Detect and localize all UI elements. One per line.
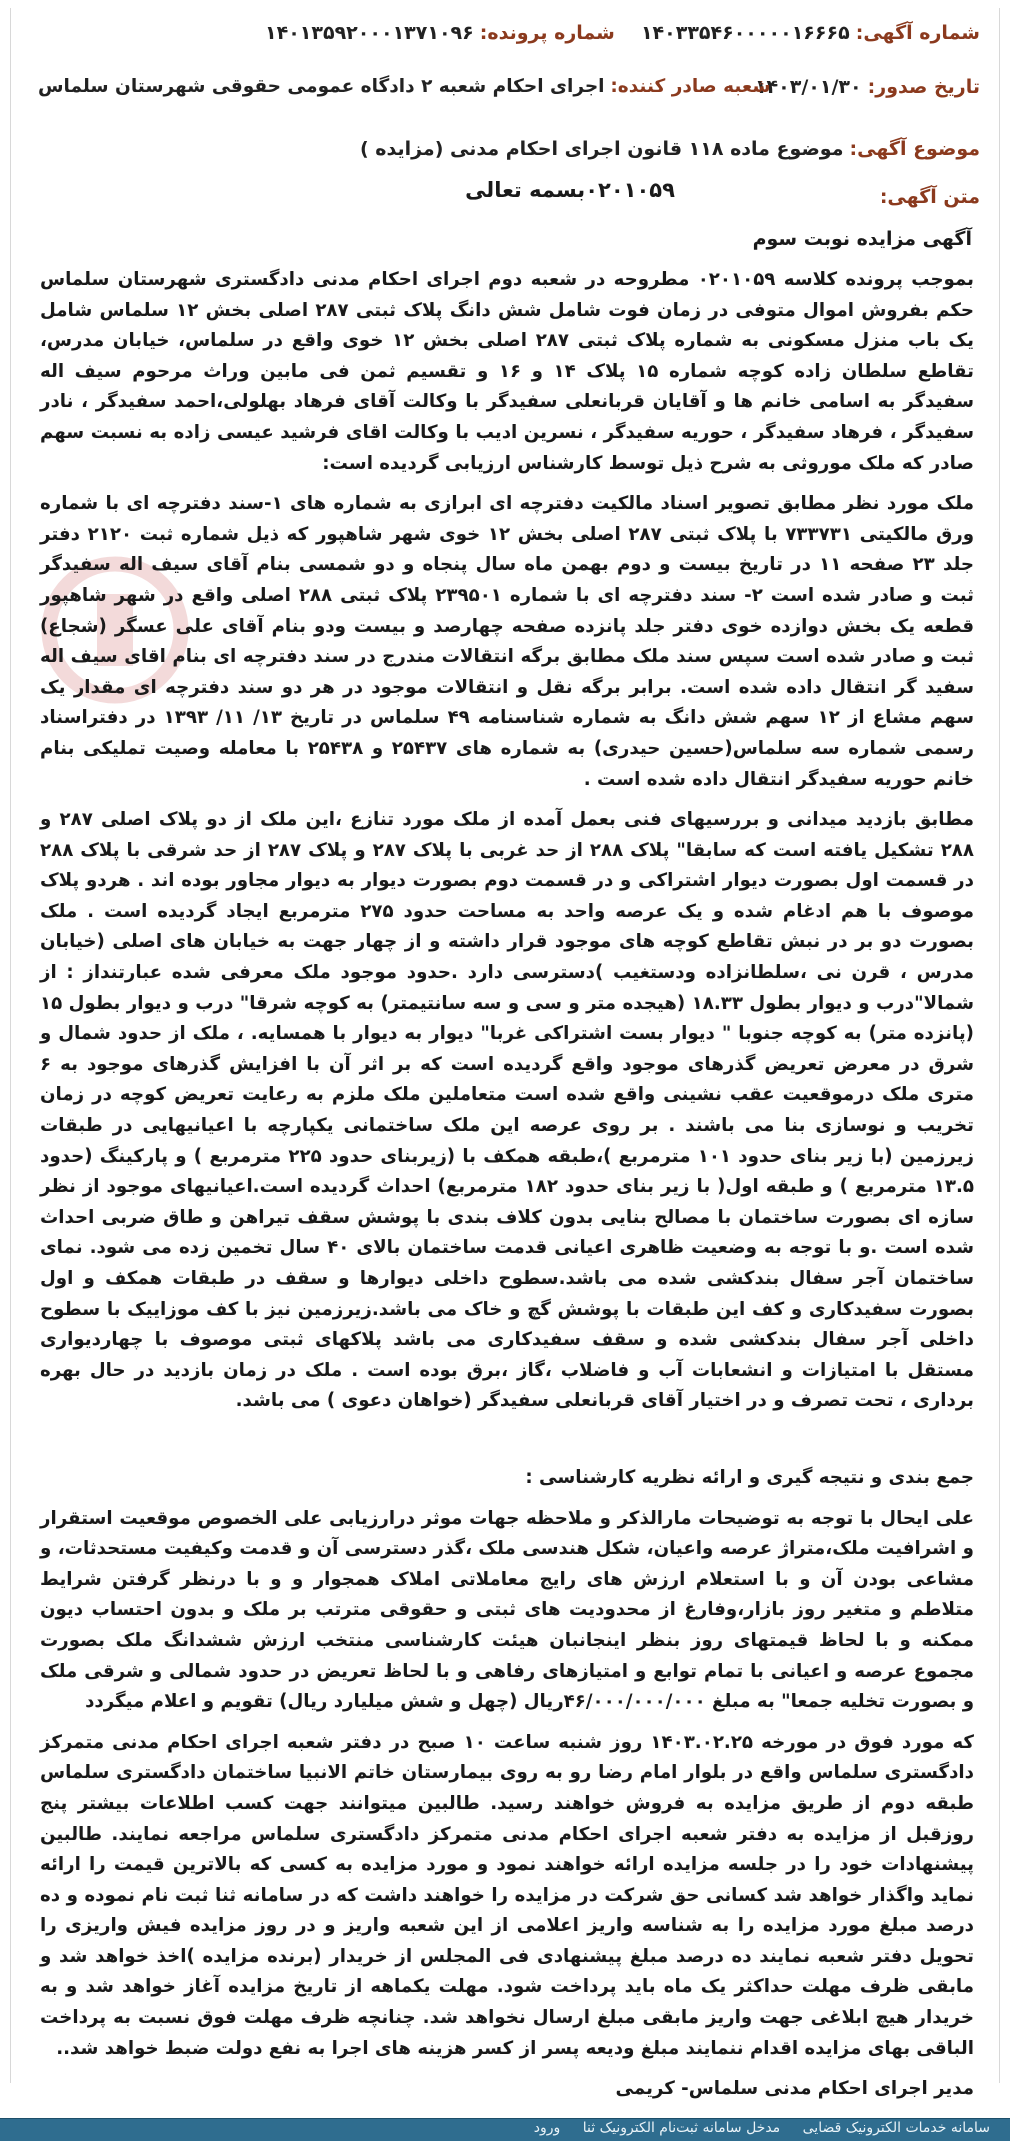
topic-value: موضوع ماده ۱۱۸ قانون اجرای احکام مدنی (مزایده ): [359, 138, 844, 160]
issue-date-label: تاریخ صدور:: [867, 76, 980, 98]
ad-number-label: شماره آگهی:: [855, 22, 980, 44]
footer-link-services[interactable]: سامانه خدمات الکترونیک قضایی: [802, 2120, 990, 2136]
paragraph-inspection: مطابق بازدید میدانی و بررسیهای فنی بعمل آمده از ملک مورد تنازع ،این ملک از دو پلاک اصلی ۲۸۷ و ۲۸۸ تشکیل یافته است که سابقا" پلاک ۲۸۸ از حد غربی با پلاک ۲۸۷ و پلاک ۲۸۷ از حد شرقی با پلاک ۲۸۸ در قسمت اول بصورت دیوار اشتراکی و در قسمت دوم بصورت دیوار به دیوار مجاور بوده اند . هردو پلاک موصوف با هم ادغام شده و یک عرصه واحد به مساحت حدود ۲۷۵ مترمربع ایجاد گردیده است . ملک بصورت دو بر در نبش تقاطع کوچه های موجود قرار داشته و از چهار جهت به خیابان های اصلی (خیابان مدرس ، قرن نی ،سلطانزاده ودستغیب )دسترسی دارد .حدود موجود ملک معرفی شده عبارتنداز : از شمالا"درب و دیوار بطول ۱۸.۳۳ (هیجده متر و سی و سه سانتیمتر) به کوچه شرقا" درب و دیوار بطول ۱۵ (پانزده متر) به کوچه جنوبا " دیوار بست اشتراکی غربا" دیوار به دیوار با همسایه. ، ملک از حدود شمال و شرق در معرض تعریض گذرهای موجود واقع گردیده است که بر اثر آن با افزایش گذرهای موجود به ۶ متری ملک درموقعیت عقب نشینی واقع شده است متعاملین ملک ملزم به رعایت تعریض کوچه در زمان تخریب و نوسازی بنا می باشند . بر روی عرصه این ملک ساختمانی یکپارچه با اعیانیهایی در طبقات زیرزمین (با زیر بنای حدود ۱۰۱ مترمربع )،طبقه همکف با (زیربنای حدود ۲۲۵ مترمربع ) و پارکینگ (حدود ۱۳.۵ مترمربع ) و طبقه اول( با زیر بنای حدود ۱۸۲ مترمربع) احداث گردیده است.اعیانیهای موجود از نظر سازه ای بصورت ساختمان با مصالح بنایی بدون کلاف بندی با پوشش سقف تیراهن و طاق ضربی احداث شده است .و با توجه به وضعیت ظاهری اعیانی قدمت ساختمان بالای ۴۰ سال تخمین زده می شود. نمای ساختمان آجر سفال بندکشی شده می باشد.سطوح داخلی دیوارها و سقف در طبقات همکف و اول بصورت سفیدکاری و کف این طبقات با پوشش گچ و خاک می باشد.زیرزمین نیز با کف موزاییک با سطوح داخلی آجر سفال بندکشی شده و سقف سفیدکاری می باشد پلاکهای ثبتی موصوف با چهاردیواری مستقل با امتیازات و انشعابات آب و فاضلاب ،گاز ،برق بوده است . ملک در زمان بازدید در حال بهره برداری ، تحت تصرف و در اختیار آقای قربانعلی سفیدگر (خواهان دعوی ) می باشد.: [40, 809, 974, 1412]
footer-link-sana[interactable]: مدخل سامانه ثبت‌نام الکترونیک ثنا: [582, 2120, 781, 2136]
subtitle: آگهی مزایده نوبت سوم: [752, 228, 972, 250]
paragraph-summary-heading: جمع بندی و نتیجه گیری و ارائه نظریه کارشناسی :: [525, 1466, 974, 1488]
footer-link-login[interactable]: ورود: [533, 2120, 561, 2136]
ad-number: [641, 22, 980, 44]
paragraph-auction-terms: که مورد فوق در مورخه ۱۴۰۳.۰۲.۲۵ روز شنبه ساعت ۱۰ صبح در دفتر شعبه اجرای احکام مدنی متمرکز دادگستری سلماس واقع در بلوار امام رضا رو به روی بیمارستان خاتم الانبیا ساختمان دادگستری سلماس طبقه دوم از طریق مزایده به فروش خواهند رسید. طالبین میتوانند جهت کسب اطلاعات بیشتر پنج روزقبل از مزایده به دفتر شعبه اجرای احکام مدنی متمرکز دادگستری سلماس مراجعه نمایند. طالبین پیشنهادات خود را در جلسه مزایده ارائه خواهند نمود و مورد مزایده به کسی که بالاترین قیمت را ارائه نماید واگذار خواهد شد کسانی حق شرکت در مزایده را خواهند داشت که در سامانه ثنا ثبت نام نموده و ده درصد مبلغ مورد مزایده را به شناسه واریز اعلامی از این شعبه واریز و در روز مزایده فیش واریزی را تحویل دفتر شعبه نمایند ده درصد مبلغ پیشنهادی فی المجلس از خریدار (برنده مزایده )اخذ خواهد شد و مابقی ظرف مهلت حداکثر یک ماه باید پرداخت شود. مهلت یکماهه از تاریخ مزایده آغاز خواهد شد و به خریدار هیچ ابلاغی جهت واریز مابقی مبلغ ارسال نخواهد شد. چنانچه ظرف مهلت فوق نسبت به پرداخت الباقی بهای مزایده اقدام ننمایند مبلغ ودیعه پسر از کسر هزینه های اجرا به نفع دولت ضبط خواهد شد..: [40, 1731, 974, 2059]
topic-label: موضوع آگهی:: [849, 138, 980, 160]
issuing-branch: [38, 76, 771, 97]
case-number-value: ۱۴۰۱۳۵۹۲۰۰۰۱۳۷۱۰۹۶: [265, 22, 474, 44]
issuing-branch-label: شعبه صادر کننده:: [610, 76, 771, 97]
issue-date: [755, 76, 980, 98]
case-number-label: شماره پرونده:: [479, 22, 615, 44]
paragraph-signature: مدیر اجرای احکام مدنی سلماس- کریمی: [615, 2078, 974, 2100]
ad-number-value: ۱۴۰۳۳۵۴۶۰۰۰۰۰۱۶۶۶۵: [640, 22, 850, 44]
issue-date-value: ۱۴۰۳/۰۱/۳۰: [754, 76, 862, 98]
footer-links: [0, 2120, 990, 2140]
paragraph-title-deeds: ملک مورد نظر مطابق تصویر اسناد مالکیت دفترچه ای ابرازی به شماره های ۱-سند دفترچه ای با شماره ورق مالکیتی ۷۳۳۷۳۱ با پلاک ثبتی ۲۸۷ اصلی بخش ۱۲ خوی شهر شاهپور که ذیل شماره ثبت ۲۱۲۰ دفتر جلد ۲۳ صفحه ۱۱ در تاریخ بیست و دوم بهمن ماه سال پنجاه و دو شمسی بنام آقای سیف اله سفیدگر ثبت و صادر شده است ۲- سند دفترچه ای با شماره ۲۳۹۵۰۱ پلاک ثبتی ۲۸۸ اصلی واقع در شهر شاهپور قطعه یک بخش دوازده خوی دفتر جلد پانزده صفحه چهارصد و بیست ودو بنام آقای علی عسگر (شجاع) ثبت و صادر شده است سپس سند ملک مطابق برگه انتقالات مندرج در سند دفترچه ای بنام اقای سیف اله سفید گر انتقال داده شده است. برابر برگه نقل و انتقالات موجود در هر دو سند دفترچه ای مقدار یک سهم مشاع از ۱۲ سهم شش دانگ به شماره شناسنامه ۴۹ سلماس در تاریخ ۱۳/ ۱۱/ ۱۳۹۳ در دفتراسناد رسمی شماره سه سلماس(حسین حیدری) به شماره های ۲۵۴۳۷ و ۲۵۴۳۸ با معامله وصیت تملیکی بنام خانم حوریه سفیدگر انتقال داده شده است .: [40, 493, 975, 790]
page-title: ۰۲۰۱۰۵۹بسمه تعالی: [465, 178, 675, 202]
case-number: [265, 22, 615, 44]
ad-topic: [360, 138, 980, 160]
text-label: متن آگهی:: [879, 186, 980, 208]
paragraph-intro: بموجب پرونده کلاسه ۰۲۰۱۰۵۹ مطروحه در شعبه دوم اجرای احکام مدنی دادگستری شهرستان سلماس حکم بفروش اموال متوفی در زمان فوت شامل شش دانگ پلاک ثبتی ۲۸۷ اصلی بخش ۱۲ سلماس شامل یک باب منزل مسکونی به شماره پلاک ثبتی ۲۸۷ اصلی بخش ۱۲ خوی واقع در سلماس، خیابان مدرس، تقاطع سلطان زاده کوچه شماره ۱۵ پلاک ۱۴ و ۱۶ و تقسیم ثمن فی مابین وراث مرحوم سیف اله سفیدگر به اسامی خانم ها و آقایان قربانعلی سفیدگر با وکالت آقای فرهاد بهلولی،احمد سفیدگر ، نادر سفیدگر ، فرهاد سفیدگر ، حوریه سفیدگر ، نسرین ادیب با وکالت اقای فرشید عیسی زاده به نسبت سهم صادر که ملک موروثی به شرح ذیل توسط کارشناس ارزیابی گردیده است:: [40, 269, 975, 474]
issuing-branch-value: اجرای احکام شعبه ۲ دادگاه عمومی حقوقی شهرستان سلماس: [38, 76, 605, 97]
notice-body: [40, 265, 974, 2115]
paragraph-valuation: علی ایحال با توجه به توضیحات مارالذکر و ملاحظه جهات موثر درارزیابی علی الخصوص موقعیت استقرار و اشرافیت ملک،متراژ عرصه واعیان، شکل هندسی ملک ،گذر دسترسی آن و قدمت وکیفیت مستحدثات، و مشاعی بودن آن و با استعلام ارزش های رایج معاملاتی املاک همجوار و و با درنظر گرفتن شرایط متلاطم و متغیر روز بازار،وفارغ از محدودیت های ثبتی و حقوقی مترتب بر ملک و بدون احتساب دیون ممکنه و با لحاظ قیمتهای روز بنظر اینجانبان هیئت کارشناسی منتخب ارزش ششدانگ ملک بصورت مجموع عرصه و اعیانی با تمام توابع و امتیازهای رفاهی و با لحاظ تعریض در حدود شمالی و شرقی ملک و بصورت تخلیه جمعا" به مبلغ ۴۶/۰۰۰/۰۰۰/۰۰۰ریال (چهل و شش میلیارد ریال) تقویم و اعلام میگردد: [40, 1507, 974, 1713]
